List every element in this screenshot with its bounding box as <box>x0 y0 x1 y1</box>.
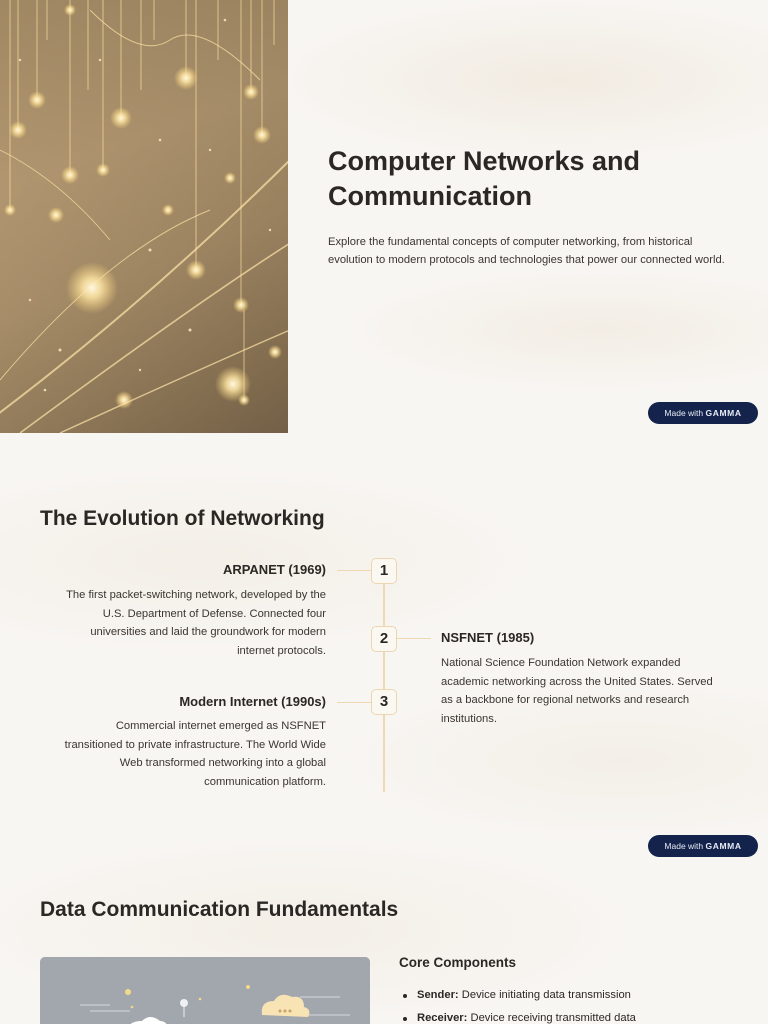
component-term: Sender: <box>417 989 459 1001</box>
made-with-gamma-badge[interactable] <box>648 402 758 424</box>
evolution-section-title: The Evolution of Networking <box>40 507 325 530</box>
made-with-gamma-badge-2[interactable] <box>648 835 758 857</box>
network-illustration <box>40 957 370 1024</box>
component-text: Device receiving transmitted data <box>470 1012 636 1024</box>
timeline-item-title-modern-internet: Modern Internet (1990s) <box>179 694 326 709</box>
list-item <box>400 1007 740 1024</box>
timeline-item-desc-arpanet: The first packet-switching network, developed by the U.S. Department of Defense. Connected four universities and laid the groundwork for modern internet protocols. <box>66 589 326 658</box>
badge-prefix: Made with <box>664 841 704 851</box>
list-item <box>400 984 740 1007</box>
timeline-number-3: 3 <box>371 689 397 715</box>
hero-image <box>0 0 288 433</box>
timeline-item-desc-nsfnet: National Science Foundation Network expanded academic networking across the United States. Served as a backbone for regional networks and research institutions. <box>441 657 713 726</box>
core-components-list <box>400 984 740 1024</box>
badge-prefix: Made with <box>664 408 704 418</box>
data-comm-section-title: Data Communication Fundamentals <box>40 898 399 921</box>
timeline-item-desc-modern-internet: Commercial internet emerged as NSFNET transitioned to private infrastructure. The World Wide Web transformed networking into a global communication platform. <box>64 720 326 789</box>
core-components-heading: Core Components <box>399 955 517 970</box>
component-term: Receiver: <box>417 1012 468 1024</box>
timeline-line <box>383 582 385 792</box>
timeline-connector-3 <box>337 702 371 703</box>
badge-brand: GAMMA <box>705 841 742 851</box>
page-title: Computer Networks and Communication <box>328 146 641 211</box>
timeline-connector-1 <box>337 570 371 571</box>
badge-brand: GAMMA <box>705 408 742 418</box>
timeline-connector-2 <box>397 638 431 639</box>
timeline-item-title-arpanet: ARPANET (1969) <box>222 562 326 577</box>
hero-description: Explore the fundamental concepts of computer networking, from historical evolution to modern protocols and technologies that power our connected world. <box>328 236 725 267</box>
timeline-number-2: 2 <box>371 626 397 652</box>
timeline-number-1: 1 <box>371 558 397 584</box>
component-text: Device initiating data transmission <box>461 989 631 1001</box>
timeline-item-title-nsfnet: NSFNET (1985) <box>441 630 535 645</box>
